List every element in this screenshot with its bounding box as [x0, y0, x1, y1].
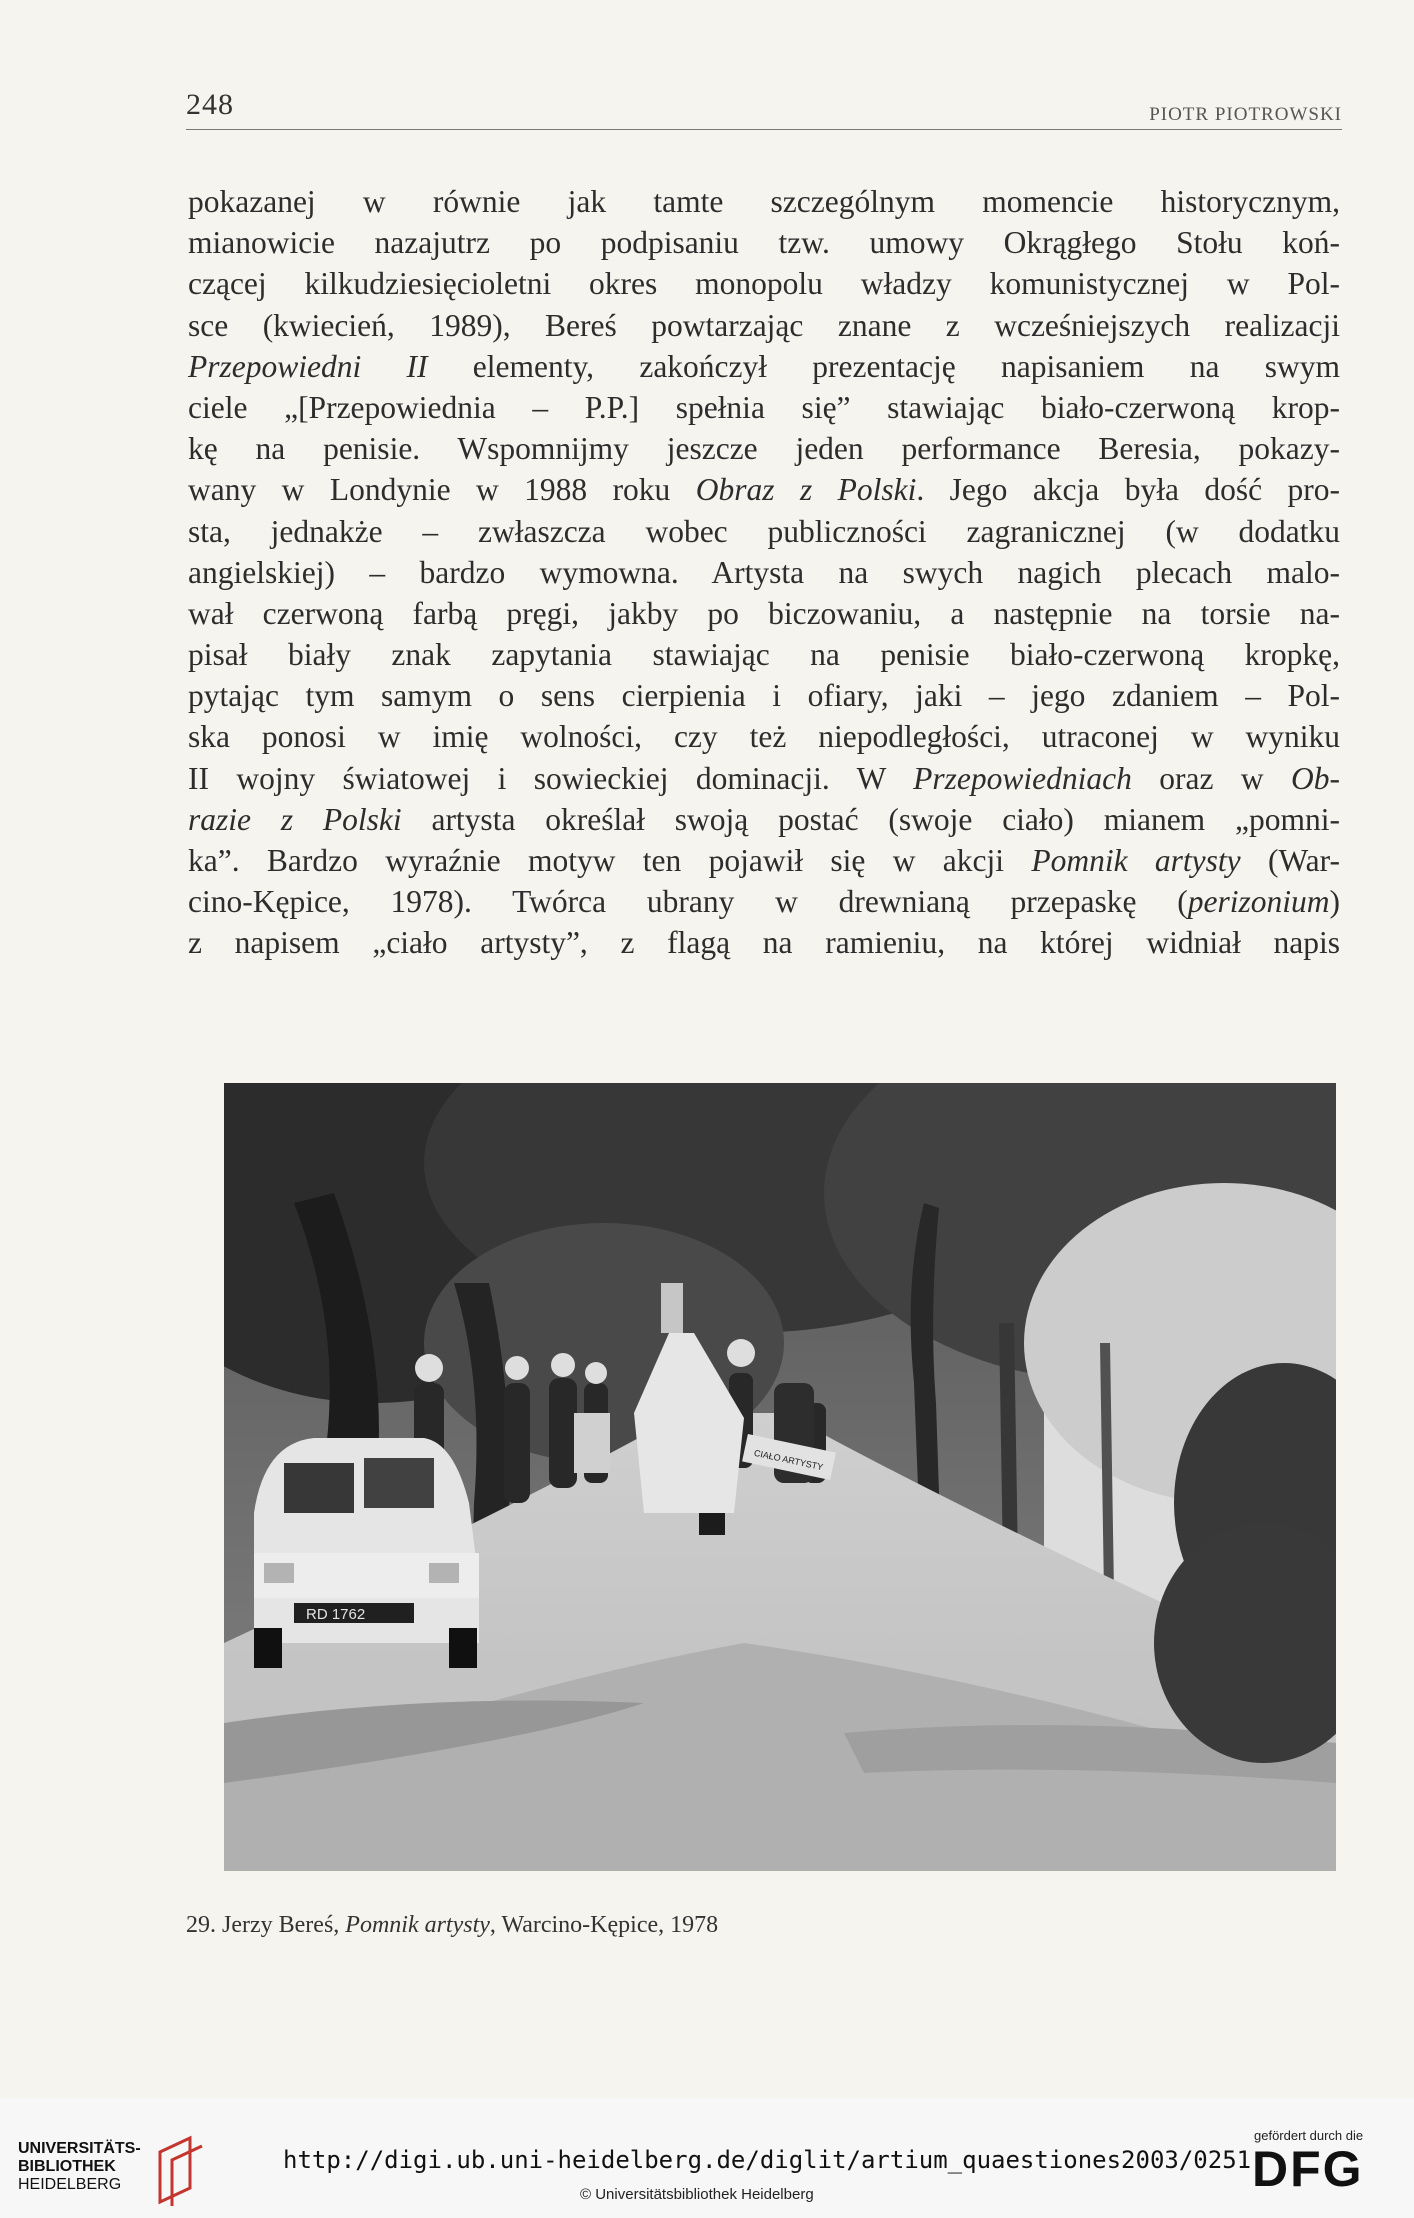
body-line: angielskiej) – bardzo wymowna. Artysta na swych nagich plecach malo- — [188, 554, 1340, 590]
caption-title: Pomnik artysty — [345, 1912, 490, 1938]
library-name-line2: BIBLIOTHEK — [18, 2158, 116, 2175]
body-line: II wojny światowej i sowieckiej dominacji. W Przepowiedniach oraz w Ob- — [188, 760, 1340, 796]
loincloth-sign: CIAŁO ARTYSTY — [753, 1447, 825, 1473]
body-line: czącej kilkudziesięcioletni okres monopolu władzy komunistycznej w Pol- — [188, 266, 1340, 302]
body-line: cino-Kępice, 1978). Twórca ubrany w drewnianą przepaskę (perizonium) — [188, 884, 1340, 920]
body-line: mianowicie nazajutrz po podpisaniu tzw. umowy Okrągłego Stołu koń- — [188, 225, 1340, 261]
body-text — [188, 181, 1340, 964]
figure-29-photo — [224, 1083, 1336, 1871]
caption-rest: , Warcino-Kępice, 1978 — [489, 1912, 719, 1938]
body-line: sta, jednakże – zwłaszcza wobec publiczności zagranicznej (w dodatku — [188, 513, 1340, 549]
dfg-logo: DFG — [1252, 2141, 1364, 2197]
running-head: PIOTR PIOTROWSKI — [1149, 104, 1342, 125]
footer-copyright: © Universitätsbibliothek Heidelberg — [580, 2186, 814, 2203]
license-plate: RD 1762 — [306, 1606, 366, 1623]
footer-url-link[interactable]: http://digi.ub.uni-heidelberg.de/diglit/artium_quaestiones2003/0251 — [283, 2146, 1252, 2174]
library-name-line1: UNIVERSITÄTS- — [18, 2140, 141, 2157]
body-line: Przepowiedni II elementy, zakończył prezentację napisaniem na swym — [188, 348, 1340, 384]
body-line: ka”. Bardzo wyraźnie motyw ten pojawił się w akcji Pomnik artysty (War- — [188, 843, 1340, 878]
body-line: ciele „[Przepowiednia – P.P.] spełnia się” stawiając biało-czerwoną krop- — [188, 389, 1340, 425]
header-rule — [186, 129, 1342, 130]
page-number: 248 — [186, 88, 234, 121]
body-line: sce (kwiecień, 1989), Bereś powtarzając znane z wcześniejszych realizacji — [188, 307, 1340, 343]
body-line: wany w Londynie w 1988 roku Obraz z Polski. Jego akcja była dość pro- — [188, 472, 1340, 508]
figure-caption — [186, 1912, 718, 1939]
footer-bar — [0, 2098, 1414, 2218]
library-logo-icon — [150, 2132, 210, 2208]
caption-number: 29. Jerzy Bereś, — [186, 1912, 346, 1938]
body-line: ska ponosi w imię wolności, czy też niepodległości, utraconej w wyniku — [188, 719, 1340, 755]
library-name-line3: HEIDELBERG — [18, 2176, 122, 2193]
body-line: kę na penisie. Wspomnijmy jeszcze jeden performance Beresia, pokazy- — [188, 431, 1340, 467]
body-line: pytając tym samym o sens cierpienia i ofiary, jaki – jego zdaniem – Pol- — [188, 678, 1340, 714]
library-logo-text — [18, 2140, 141, 2194]
body-line: pokazanej w równie jak tamte szczególnym momencie historycznym, — [188, 184, 1340, 219]
funded-by-label: gefördert durch die — [1254, 2128, 1364, 2143]
body-line: wał czerwoną farbą pręgi, jakby po biczowaniu, a następnie na torsie na- — [188, 595, 1340, 631]
body-line: pisał biały znak zapytania stawiając na penisie biało-czerwoną kropkę, — [188, 637, 1340, 673]
body-line: razie z Polski artysta określał swoją postać (swoje ciało) mianem „pomni- — [188, 801, 1340, 837]
body-line: z napisem „ciało artysty”, z flagą na ramieniu, na której widniał napis — [188, 925, 1340, 961]
